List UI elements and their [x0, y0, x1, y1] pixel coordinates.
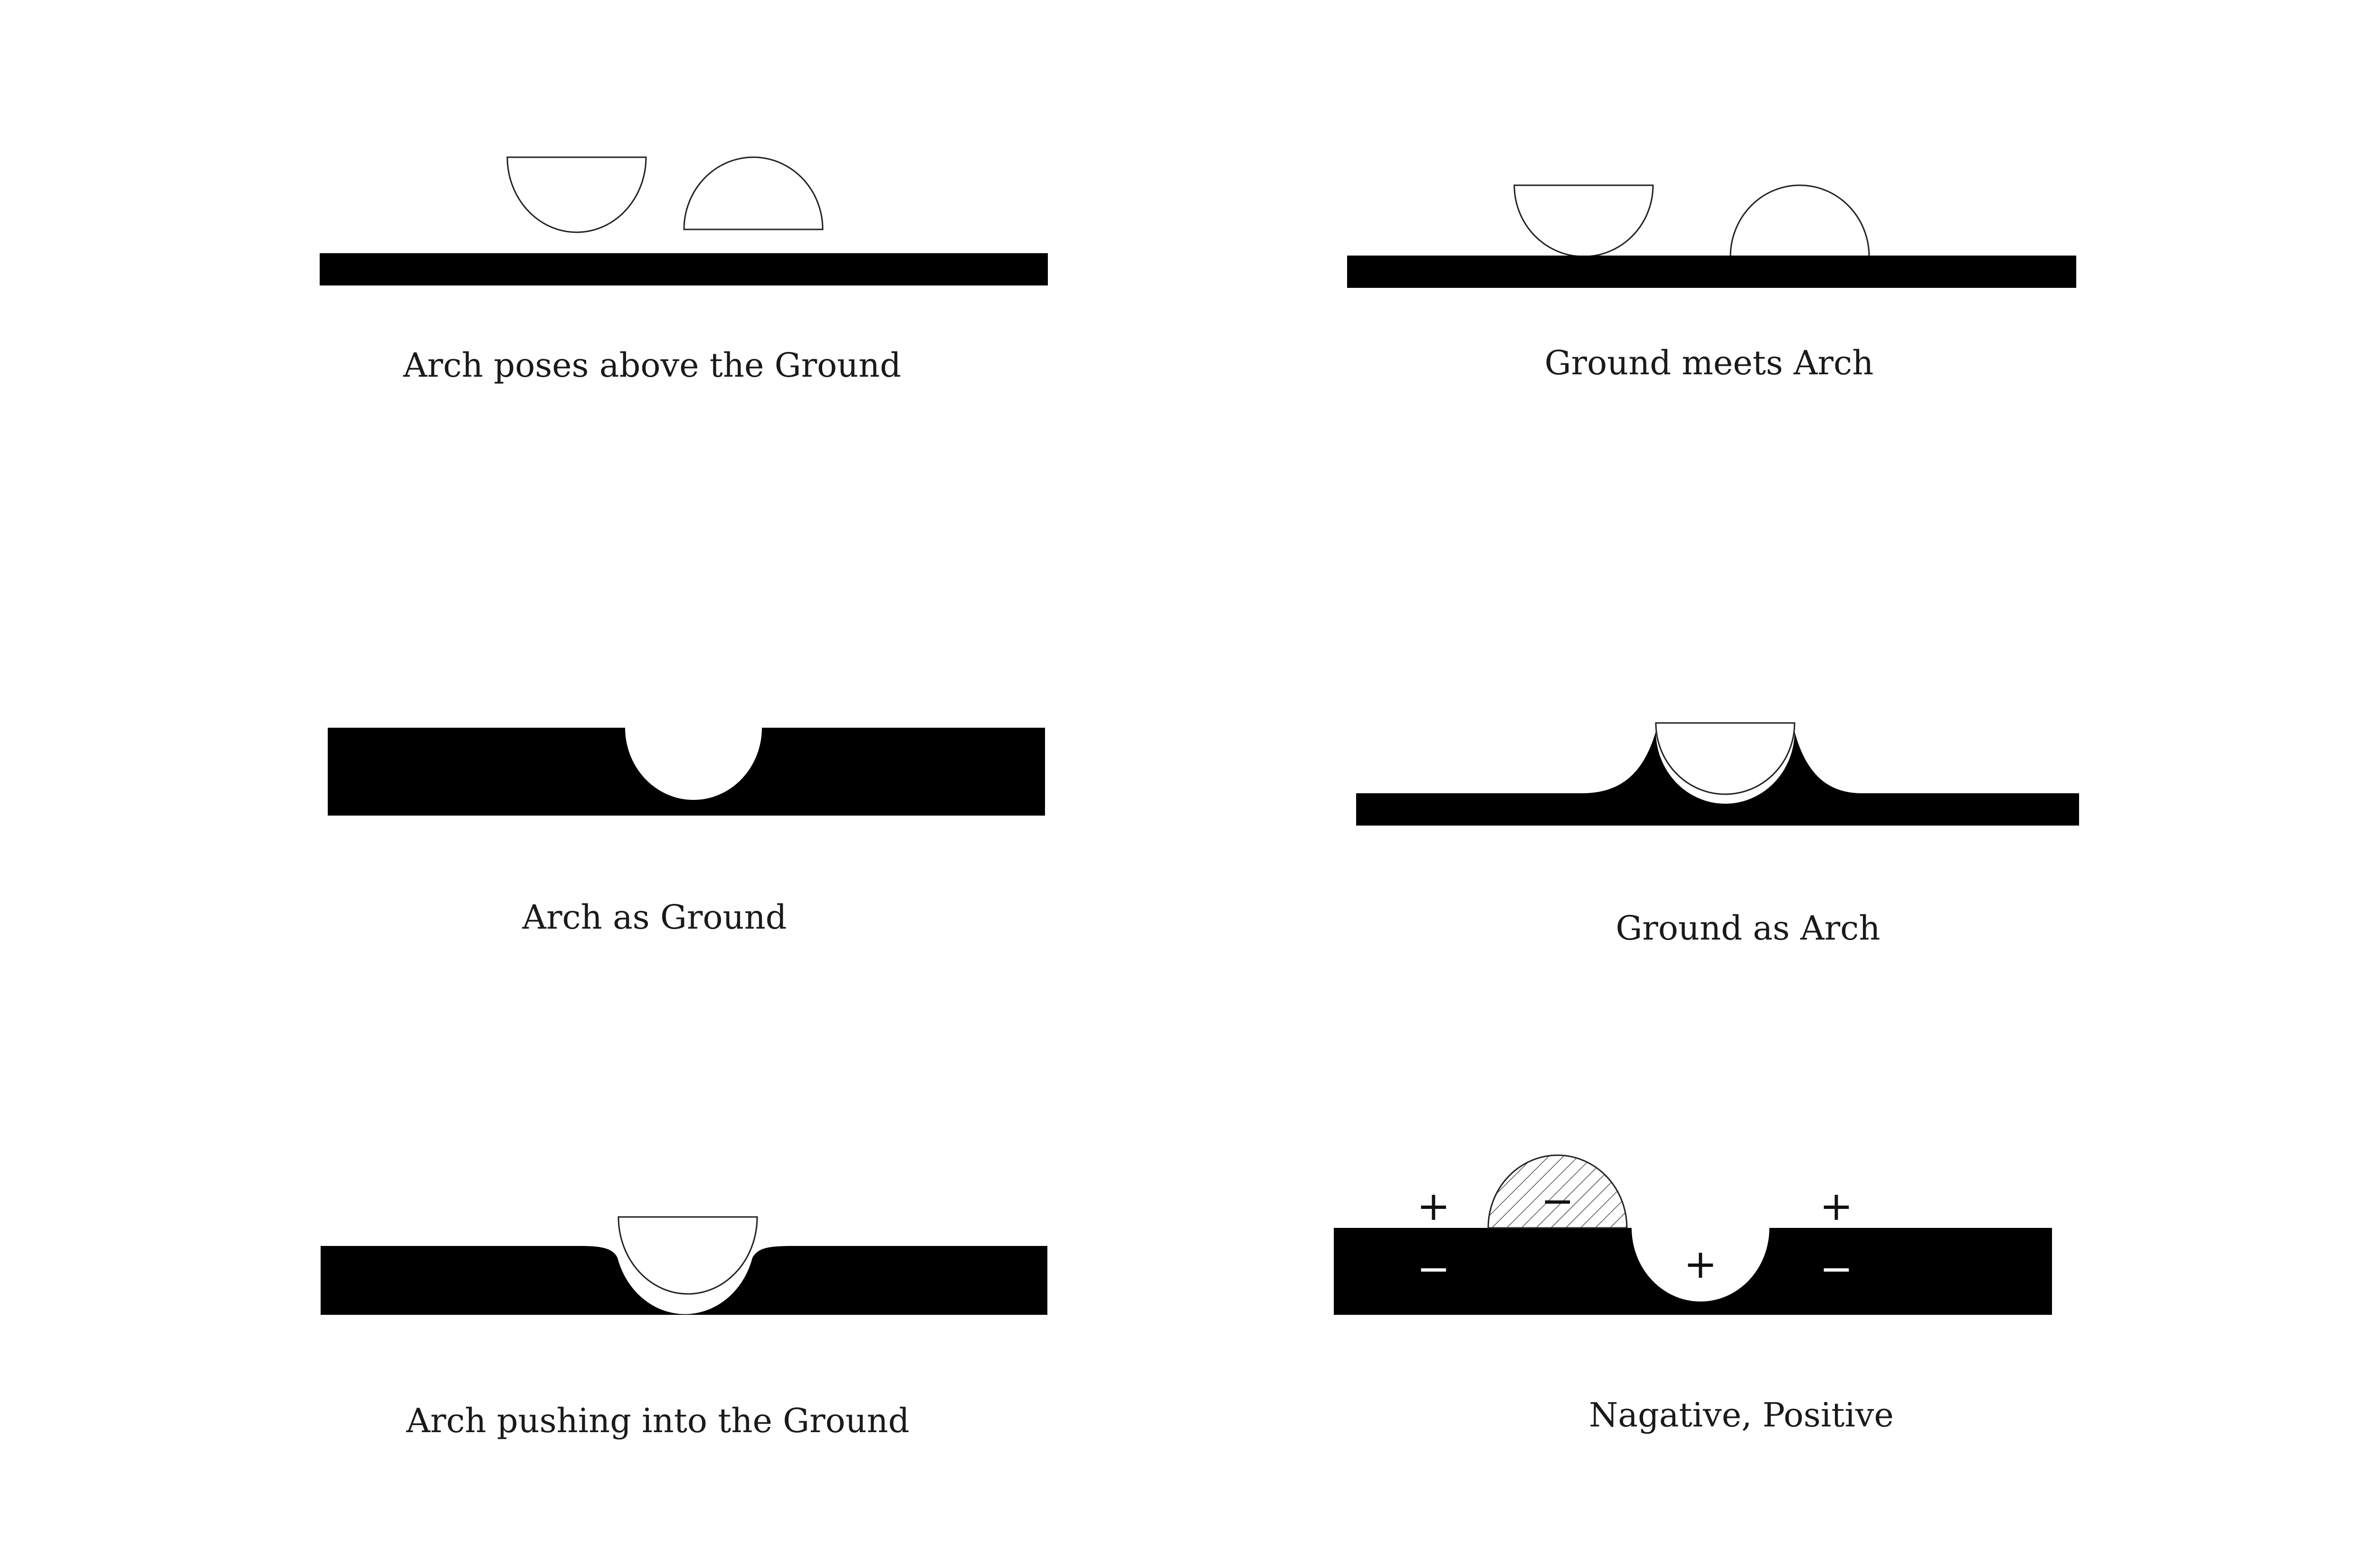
- upright-arch-shape: [1730, 185, 1869, 257]
- panel-arch-as-ground: [328, 728, 1045, 937]
- inverted-arch-shape: [1514, 185, 1653, 257]
- minus-sign-ground-right: −: [1819, 1245, 1853, 1292]
- ground-slab: [320, 253, 1048, 285]
- panel-caption: Ground meets Arch: [1544, 343, 1874, 382]
- panel-caption: Arch poses above the Ground: [403, 346, 902, 385]
- ground-slab: [1347, 256, 2076, 288]
- plus-sign-arch-void: +: [1683, 1241, 1718, 1287]
- inverted-arch-shape: [507, 157, 646, 232]
- panel-caption: Ground as Arch: [1615, 909, 1881, 948]
- plus-sign-left: +: [1416, 1183, 1451, 1229]
- panel-caption: Arch as Ground: [522, 898, 787, 937]
- panel-arch-poses-above-ground: [320, 157, 1048, 385]
- inverted-arch-shape: [618, 1217, 757, 1294]
- plus-sign-right: +: [1819, 1183, 1853, 1229]
- panel-arch-pushing-into-ground: [321, 1217, 1047, 1440]
- upright-arch-shape: [684, 157, 823, 229]
- panel-ground-as-arch: [1356, 723, 2079, 948]
- minus-sign-hatched-arch: −: [1540, 1178, 1575, 1224]
- panel-ground-meets-arch: [1347, 185, 2076, 382]
- minus-sign-ground-left: −: [1416, 1245, 1451, 1292]
- panel-caption: Arch pushing into the Ground: [406, 1401, 910, 1440]
- panel-negative-positive: [1334, 1155, 2052, 1435]
- panel-caption: Nagative, Positive: [1589, 1396, 1894, 1435]
